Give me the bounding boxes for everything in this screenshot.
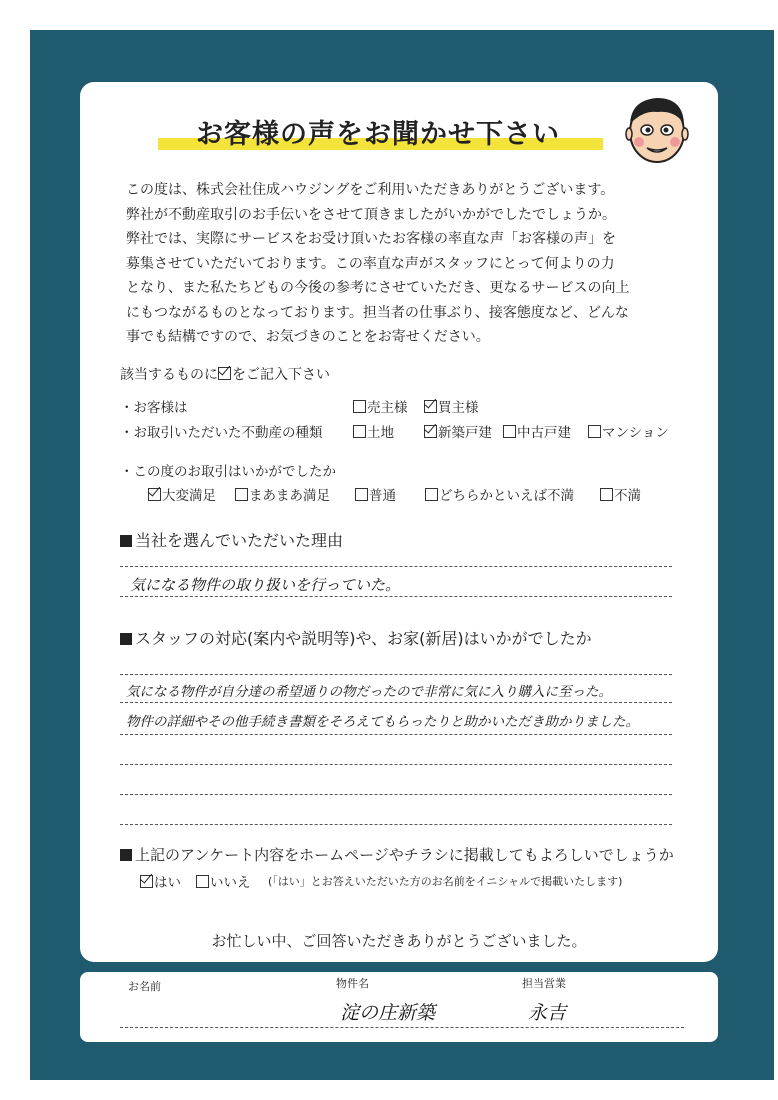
staff-face-icon	[617, 88, 697, 168]
option-label: 中古戸建	[517, 425, 571, 441]
title-area	[148, 108, 608, 154]
property-label: 物件名	[336, 977, 369, 990]
option-buyer[interactable]	[424, 396, 479, 416]
heading-text: 当社を選んでいただいた理由	[135, 531, 344, 550]
checkbox[interactable]	[503, 425, 516, 438]
sales-label: 担当営業	[522, 977, 566, 990]
property-type-label: ・お取引いただいた不動産の種類	[120, 425, 323, 441]
intro-line: となり、また私たちどもの今後の参考にさせていただき、更なるサービスの向上	[126, 280, 630, 296]
check-instruction	[120, 364, 330, 384]
answer-line	[120, 764, 672, 765]
publish-heading	[120, 844, 674, 865]
property-value[interactable]: 淀の庄新築	[340, 1002, 436, 1024]
option-very-satisfied[interactable]	[148, 484, 216, 504]
customer-type-label: ・お客様は	[120, 400, 188, 416]
reason-heading	[120, 528, 343, 551]
intro-text	[126, 178, 686, 350]
intro-line: 弊社が不動産取引のお手伝いをさせて頂きましたがいかがでしたでしょうか。	[126, 206, 616, 223]
option-label: 新築戸建	[438, 425, 492, 441]
option-label: 普通	[369, 488, 396, 504]
heading-text: 上記のアンケート内容をホームページやチラシに掲載してもよろしいでしょうか	[135, 846, 674, 864]
answer-line	[120, 794, 672, 795]
option-label: 売主様	[367, 400, 408, 416]
checkbox[interactable]	[355, 488, 368, 501]
checkbox[interactable]	[588, 425, 601, 438]
intro-line: 事でも結構ですので、お気づきのことをお寄せください。	[126, 329, 490, 345]
option-label: どちらかといえば不満	[439, 488, 574, 504]
intro-line: にもつながるものとなっております。担当者の仕事ぶり、接客態度など、どんな	[126, 304, 629, 321]
staff-heading	[120, 626, 592, 649]
heading-text: スタッフの対応(案内や説明等)や、お家(新居)はいかがでしたか	[135, 629, 592, 648]
intro-line: 弊社では、実際にサービスをお受け頂いたお客様の率直な声「お客様の声」を	[126, 231, 616, 247]
option-label: マンション	[602, 425, 669, 441]
answer-line	[120, 674, 672, 675]
checkbox[interactable]	[425, 488, 438, 501]
option-somewhat-unsatisfied[interactable]	[425, 484, 574, 504]
square-bullet-icon	[120, 633, 132, 645]
option-label: 大変満足	[162, 488, 216, 504]
answer-line	[120, 734, 672, 735]
option-fairly-satisfied[interactable]	[235, 484, 330, 504]
checkbox-checked[interactable]	[424, 425, 437, 438]
option-label: 買主様	[438, 400, 479, 416]
satisfaction-label: ・この度のお取引はいかがでしたか	[120, 464, 336, 480]
footer-line	[120, 1027, 684, 1028]
thanks-text: お忙しい中、ご回答いただきありがとうございました。	[211, 932, 587, 950]
reason-answer[interactable]: 気になる物件の取り扱いを行っていた。	[130, 576, 401, 594]
publish-note: (「はい」とお答えいただいた方のお名前をイニシャルで掲載いたします)	[268, 875, 623, 888]
option-label: いいえ	[210, 875, 251, 891]
page-title: お客様の声をお聞かせ下さい	[196, 119, 560, 150]
option-unsatisfied[interactable]	[600, 484, 641, 504]
checkmark-icon	[218, 367, 231, 380]
checkbox[interactable]	[353, 400, 366, 413]
checkbox[interactable]	[196, 875, 209, 888]
answer-line	[120, 596, 672, 597]
checkbox-checked[interactable]	[148, 488, 161, 501]
option-land[interactable]	[353, 421, 394, 441]
option-normal[interactable]	[355, 484, 396, 504]
name-label: お名前	[128, 980, 161, 993]
square-bullet-icon	[120, 535, 132, 547]
staff-answer-line-1[interactable]: 気になる物件が自分達の希望通りの物だったので非常に気に入り購入に至った。	[126, 684, 612, 700]
instruction-pre: 該当するものに	[120, 367, 218, 383]
intro-line: この度は、株式会社住成ハウジングをご利用いただきありがとうございます。	[126, 182, 615, 198]
square-bullet-icon	[120, 849, 132, 861]
option-label: 不満	[614, 488, 641, 504]
checkbox[interactable]	[353, 425, 366, 438]
answer-line	[120, 824, 672, 825]
checkbox[interactable]	[600, 488, 613, 501]
option-seller[interactable]	[353, 396, 408, 416]
option-mansion[interactable]	[588, 421, 669, 441]
option-yes[interactable]	[140, 871, 181, 891]
option-label: まあまあ満足	[249, 488, 330, 504]
option-used-house[interactable]	[503, 421, 571, 441]
option-no[interactable]	[196, 871, 251, 891]
checkbox[interactable]	[235, 488, 248, 501]
answer-line	[120, 702, 672, 703]
answer-line	[120, 566, 672, 567]
option-new-house[interactable]	[424, 421, 492, 441]
instruction-post: をご記入下さい	[232, 367, 330, 383]
intro-line: 募集させていただいております。この率直な声がスタッフにとって何よりの力	[126, 255, 615, 272]
checkbox-checked[interactable]	[140, 875, 153, 888]
option-label: 土地	[367, 425, 394, 441]
sales-value[interactable]: 永吉	[528, 1002, 567, 1024]
staff-answer-line-2[interactable]: 物件の詳細やその他手続き書類をそろえてもらったりと助かいただき助かりました。	[126, 714, 639, 730]
checkbox-checked[interactable]	[424, 400, 437, 413]
option-label: はい	[154, 875, 181, 891]
